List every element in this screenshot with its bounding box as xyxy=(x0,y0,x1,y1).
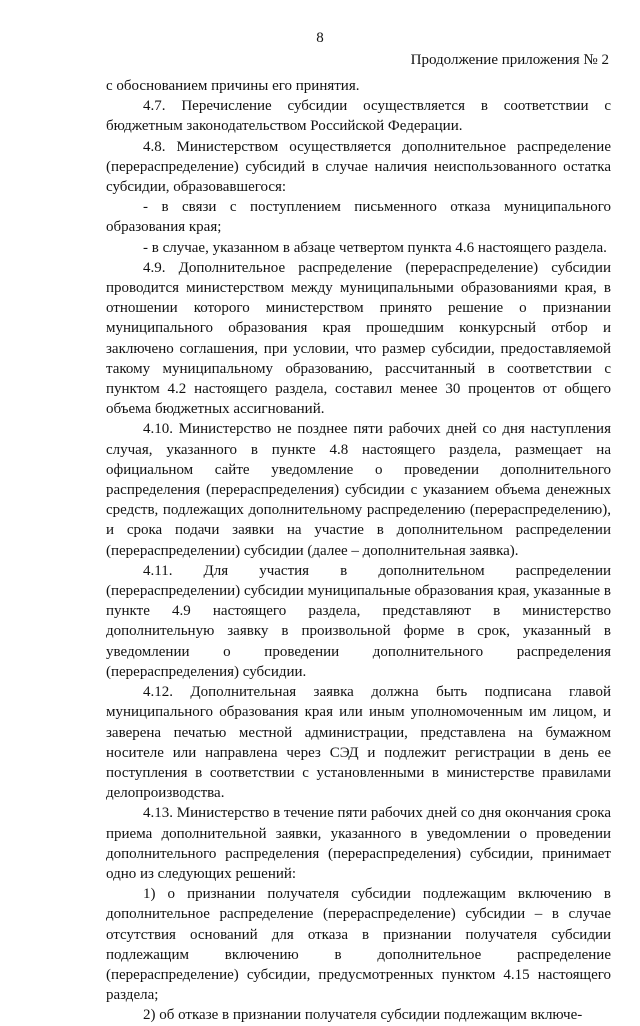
paragraph-4-13: 4.13. Министерство в течение пяти рабочих дней со дня окончания срока приема дополнительной заявки, указанного в уведомлении о проведении дополнительного распределения (перераспределения) субсидии, принимает одно из следующих решений: xyxy=(106,805,611,882)
paragraph-4-11: 4.11. Для участия в дополнительном распределении (перераспределении) субсидии муниципальные образования края, указанные в пункте 4.9 настоящего раздела, представляют в министерство дополнительную заявку в произвольной форме в срок, указанный в уведомлении о проведении дополнительного распределения (перераспределения) субсидии. xyxy=(106,562,611,680)
paragraph-4-12: 4.12. Дополнительная заявка должна быть подписана главой муниципального образования края или иным уполномоченным им лицом, и заверена печатью местной администрации, представлена на бумажном носителе или направлена через СЭД и подлежит регистрации в день ее поступления в соответствии с установленными в министерстве правилами делопроизводства. xyxy=(106,684,611,802)
paragraph-4-8: 4.8. Министерством осуществляется дополнительное распределение (перераспределение) субсидий в случае наличия неиспользованного остатка субсидии, образовавшегося: xyxy=(106,138,611,196)
paragraph-4-13-item-2: 2) об отказе в признании получателя субсидии подлежащим включе- xyxy=(143,1007,583,1024)
paragraph-4-13-item-1: 1) о признании получателя субсидии подлежащим включению в дополнительное распределение (перераспределение) субсидии – в случае отсутствия оснований для отказа в признании получателя субсидии подлежащим включению в дополнительное распределение (перераспределение) субсидии, предусмотренных пунктом 4.15 настоящего раздела; xyxy=(106,886,611,1004)
paragraph-4-8-item-1: - в связи с поступлением письменного отказа муниципального образования края; xyxy=(106,199,611,236)
running-header: Продолжение приложения № 2 xyxy=(410,52,609,68)
paragraph-4-8-item-2: - в случае, указанном в абзаце четвертом пункта 4.6 настоящего раздела. xyxy=(143,239,607,256)
paragraph-continuation: с обоснованием причины его принятия. xyxy=(106,78,360,94)
paragraph-4-9: 4.9. Дополнительное распределение (перераспределение) субсидии проводится министерством между муниципальными образованиями края, в отношении которого министерством принято решение о признании муниципального образования края прошедшим конкурсный отбор и заключено соглашения, при условии, что размер субсидии, предоставляемой такому муниципальному образованию, рассчитанный в соответствии с пунктом 4.2 настоящего раздела, составил менее 30 процентов от общего объема бюджетных ассигнований. xyxy=(106,259,611,418)
page-number: 8 xyxy=(316,30,324,46)
paragraph-4-10: 4.10. Министерство не позднее пяти рабочих дней со дня наступления случая, указанного в пункте 4.8 настоящего раздела, размещает на официальном сайте уведомление о проведении дополнительного распределения (перераспределения) субсидии с указанием объема денежных средств, подлежащих дополнительному распределению (перераспределению), и срока подачи заявки на участие в дополнительном распределении (перераспределении) субсидии (далее – дополнительная заявка). xyxy=(106,421,611,559)
document-body xyxy=(106,76,611,1026)
paragraph-4-7: 4.7. Перечисление субсидии осуществляется в соответствии с бюджетным законодательством Российской Федерации. xyxy=(106,98,611,135)
